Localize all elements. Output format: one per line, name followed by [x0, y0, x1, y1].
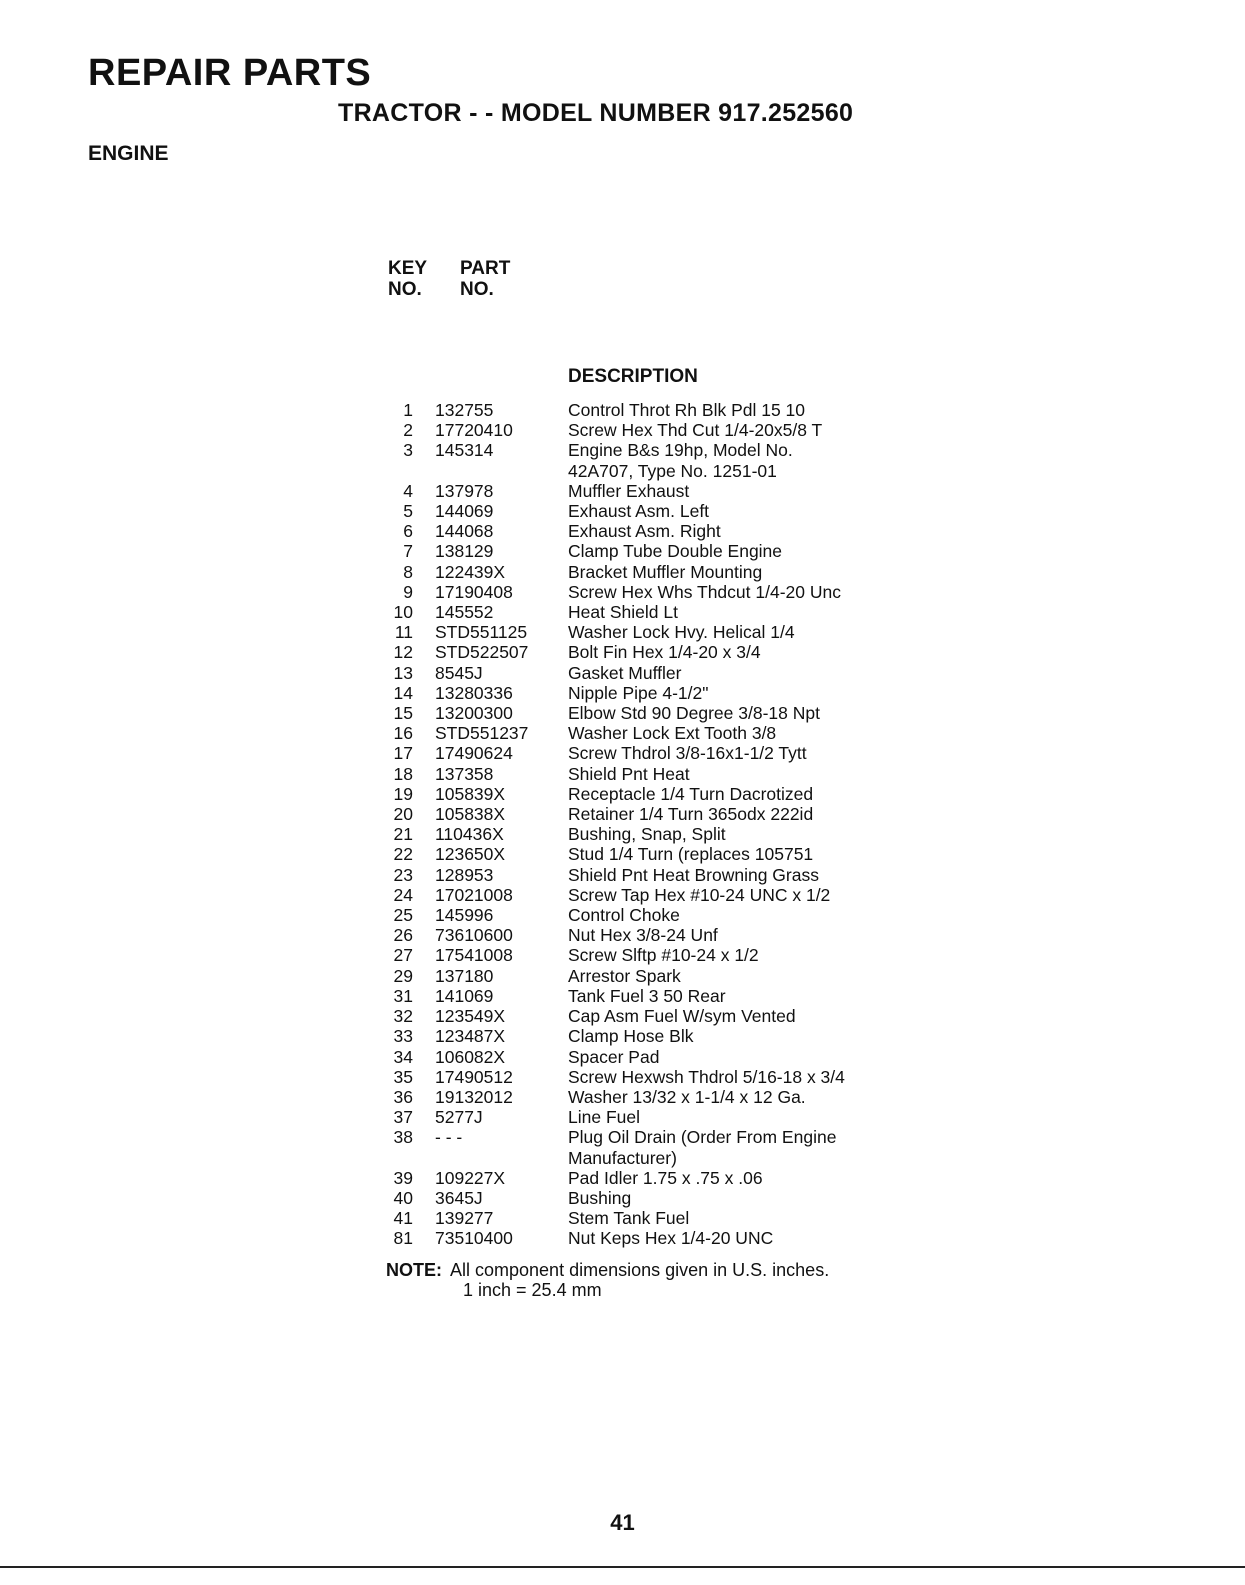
part-description: Exhaust Asm. Left	[568, 501, 710, 522]
key-number: 16	[393, 723, 413, 744]
note	[386, 1260, 829, 1300]
part-number: 144069	[435, 501, 494, 522]
part-description: Arrestor Spark	[568, 965, 681, 986]
key-number: 37	[393, 1107, 413, 1128]
part-description: Bushing	[568, 1187, 632, 1208]
part-number: 106082X	[435, 1046, 506, 1067]
part-description: Tank Fuel 3 50 Rear	[568, 985, 726, 1006]
part-description: Screw Hexwsh Thdrol 5/16-18 x 3/4	[568, 1066, 845, 1087]
key-number: 5	[403, 501, 413, 522]
key-number: 25	[393, 905, 413, 926]
key-number: 2	[403, 420, 413, 441]
key-number: 18	[393, 763, 413, 784]
key-number: 3	[403, 440, 413, 461]
page-title: REPAIR PARTS	[88, 52, 372, 94]
key-number: 24	[393, 884, 413, 905]
part-number: 141069	[435, 985, 494, 1006]
key-number: 13	[393, 662, 413, 683]
part-row	[380, 966, 940, 986]
part-number: 5277J	[435, 1107, 483, 1128]
key-number: 1	[403, 400, 413, 420]
part-number: 3645J	[435, 1187, 483, 1208]
part-description: Nut Keps Hex 1/4-20 UNC	[568, 1228, 774, 1249]
part-row	[380, 1067, 940, 1087]
part-description: Cap Asm Fuel W/sym Vented	[568, 1006, 796, 1027]
part-description: Stem Tank Fuel	[568, 1208, 690, 1229]
part-row	[380, 824, 940, 844]
part-number: 109227X	[435, 1167, 506, 1188]
part-number: 13280336	[435, 682, 513, 703]
part-row	[380, 986, 940, 1006]
part-number: 19132012	[435, 1086, 513, 1107]
part-number: STD522507	[435, 642, 529, 663]
part-description: Muffler Exhaust	[568, 480, 690, 501]
part-description: Stud 1/4 Turn (replaces 105751	[568, 844, 814, 865]
part-description: Screw Tap Hex #10-24 UNC x 1/2	[568, 884, 831, 905]
key-number: 31	[393, 985, 413, 1006]
part-description: Washer Lock Ext Tooth 3/8	[568, 723, 777, 744]
key-number: 36	[393, 1086, 413, 1107]
part-description: Plug Oil Drain (Order From Engine Manufacturer)	[568, 1127, 837, 1168]
part-header-line2: NO.	[460, 279, 494, 300]
part-description: Exhaust Asm. Right	[568, 521, 721, 542]
part-description: Clamp Hose Blk	[568, 1026, 694, 1047]
part-number: 123487X	[435, 1026, 506, 1047]
part-number: 144068	[435, 521, 494, 542]
key-no-column-header	[388, 258, 427, 300]
part-row	[380, 703, 940, 723]
part-number: 122439X	[435, 561, 506, 582]
part-row	[380, 1208, 940, 1228]
part-number: 137180	[435, 965, 494, 986]
part-number: 17021008	[435, 884, 513, 905]
parts-list	[380, 400, 940, 1249]
part-row	[380, 420, 940, 440]
part-row	[380, 440, 940, 480]
part-row	[380, 804, 940, 824]
part-description: Pad Idler 1.75 x .75 x .06	[568, 1167, 763, 1188]
key-number: 29	[393, 965, 413, 986]
key-number: 11	[394, 622, 413, 643]
model-number-title: TRACTOR - - MODEL NUMBER 917.252560	[338, 99, 854, 127]
key-number: 15	[393, 703, 413, 724]
part-no-column-header	[460, 258, 510, 300]
part-row	[380, 865, 940, 885]
part-row	[380, 663, 940, 683]
key-header-line2: NO.	[388, 279, 422, 300]
part-number: 128953	[435, 864, 494, 885]
part-row	[380, 562, 940, 582]
key-header-line1: KEY	[388, 258, 428, 279]
part-number: 73510400	[435, 1228, 513, 1249]
key-number: 10	[393, 602, 413, 623]
part-number: 73610600	[435, 925, 513, 946]
part-row	[380, 521, 940, 541]
part-row	[380, 1107, 940, 1127]
key-number: 14	[393, 682, 413, 703]
part-number: 17490624	[435, 743, 513, 764]
part-row	[380, 1087, 940, 1107]
part-number: 13200300	[435, 703, 513, 724]
part-description: Nipple Pipe 4-1/2"	[568, 682, 709, 703]
part-row	[380, 723, 940, 743]
part-description: Bolt Fin Hex 1/4-20 x 3/4	[568, 642, 761, 663]
part-row	[380, 885, 940, 905]
key-number: 9	[403, 581, 413, 602]
part-description: Retainer 1/4 Turn 365odx 222id	[568, 804, 814, 825]
key-number: 17	[393, 743, 413, 764]
key-number: 21	[393, 824, 413, 845]
part-number: 123549X	[435, 1006, 506, 1027]
key-number: 34	[393, 1046, 413, 1067]
key-number: 41	[393, 1208, 413, 1229]
key-number: 38	[393, 1127, 413, 1148]
part-row	[380, 1188, 940, 1208]
part-description: Spacer Pad	[568, 1046, 660, 1067]
part-number: 17490512	[435, 1066, 513, 1087]
part-description: Engine B&s 19hp, Model No. 42A707, Type No. 1251-01	[568, 440, 793, 481]
part-number: 145996	[435, 905, 494, 926]
part-description: Bushing, Snap, Split	[568, 824, 726, 845]
part-row	[380, 925, 940, 945]
part-number: STD551237	[435, 723, 529, 744]
part-row	[380, 945, 940, 965]
key-number: 19	[393, 783, 413, 804]
key-number: 81	[393, 1228, 413, 1249]
part-number: STD551125	[435, 622, 528, 643]
part-number: 123650X	[435, 844, 506, 865]
part-row	[380, 683, 940, 703]
part-number: 138129	[435, 541, 494, 562]
part-number: 17720410	[435, 420, 513, 441]
part-row	[380, 784, 940, 804]
key-number: 33	[393, 1026, 413, 1047]
description-header-label: DESCRIPTION	[568, 366, 698, 387]
key-number: 22	[393, 844, 413, 865]
key-number: 6	[403, 521, 413, 542]
part-row	[380, 1047, 940, 1067]
part-number: 105839X	[435, 783, 506, 804]
part-row	[380, 501, 940, 521]
key-number: 20	[393, 804, 413, 825]
part-row	[380, 764, 940, 784]
part-description: Washer 13/32 x 1-1/4 x 12 Ga.	[568, 1086, 806, 1107]
note-line1: All component dimensions given in U.S. inches.	[450, 1260, 830, 1280]
part-row	[380, 844, 940, 864]
key-number: 26	[393, 925, 413, 946]
part-description: Gasket Muffler	[568, 662, 682, 683]
part-description: Shield Pnt Heat	[568, 763, 690, 784]
part-row	[380, 1228, 940, 1248]
part-row	[380, 622, 940, 642]
key-number: 12	[393, 642, 413, 663]
part-description: Clamp Tube Double Engine	[568, 541, 783, 562]
part-row	[380, 1127, 940, 1167]
part-description: Control Throt Rh Blk Pdl 15 10	[568, 400, 806, 420]
part-header-line1: PART	[460, 258, 511, 279]
part-number: 17541008	[435, 945, 513, 966]
key-number: 32	[393, 1006, 413, 1027]
part-number: 137978	[435, 480, 494, 501]
part-number: 145552	[435, 602, 494, 623]
part-description: Shield Pnt Heat Browning Grass	[568, 864, 819, 885]
part-number: 8545J	[435, 662, 483, 683]
part-number: 139277	[435, 1208, 494, 1229]
part-description: Bracket Muffler Mounting	[568, 561, 763, 582]
part-number: 145314	[435, 440, 494, 461]
part-row	[380, 582, 940, 602]
part-row	[380, 1006, 940, 1026]
key-number: 23	[393, 864, 413, 885]
part-description: Screw Slftp #10-24 x 1/2	[568, 945, 759, 966]
part-row	[380, 602, 940, 622]
part-description: Receptacle 1/4 Turn Dacrotized	[568, 783, 814, 804]
part-row	[380, 642, 940, 662]
part-row	[380, 1168, 940, 1188]
part-number: 105838X	[435, 804, 506, 825]
key-number: 40	[393, 1187, 413, 1208]
page-number: 41	[610, 1510, 635, 1535]
note-line2: 1 inch = 25.4 mm	[463, 1280, 602, 1300]
section-title: ENGINE	[88, 142, 169, 165]
part-description: Screw Hex Thd Cut 1/4-20x5/8 T	[568, 420, 823, 441]
part-description: Screw Thdrol 3/8-16x1-1/2 Tytt	[568, 743, 807, 764]
key-number: 8	[403, 561, 413, 582]
part-description: Screw Hex Whs Thdcut 1/4-20 Unc	[568, 581, 841, 602]
part-description: Line Fuel	[568, 1107, 640, 1128]
part-number: 137358	[435, 763, 494, 784]
key-number: 7	[403, 541, 413, 562]
part-description: Elbow Std 90 Degree 3/8-18 Npt	[568, 703, 820, 724]
part-row	[380, 541, 940, 561]
part-number: 110436X	[435, 824, 504, 845]
part-description: Nut Hex 3/8-24 Unf	[568, 925, 718, 946]
part-row	[380, 743, 940, 763]
key-number: 35	[393, 1066, 413, 1087]
description-column-header	[568, 366, 698, 387]
bottom-rule	[0, 1566, 1245, 1568]
part-row	[380, 481, 940, 501]
key-number: 4	[403, 480, 413, 501]
note-label: NOTE:	[386, 1260, 442, 1280]
key-number: 39	[393, 1167, 413, 1188]
part-number: - - -	[435, 1127, 463, 1148]
part-row	[380, 400, 940, 420]
part-description: Control Choke	[568, 905, 680, 926]
part-number: 132755	[435, 400, 494, 420]
part-description: Washer Lock Hvy. Helical 1/4	[568, 622, 795, 643]
part-row	[380, 1026, 940, 1046]
key-number: 27	[393, 945, 413, 966]
part-number: 17190408	[435, 581, 513, 602]
part-row	[380, 905, 940, 925]
part-description: Heat Shield Lt	[568, 602, 678, 623]
